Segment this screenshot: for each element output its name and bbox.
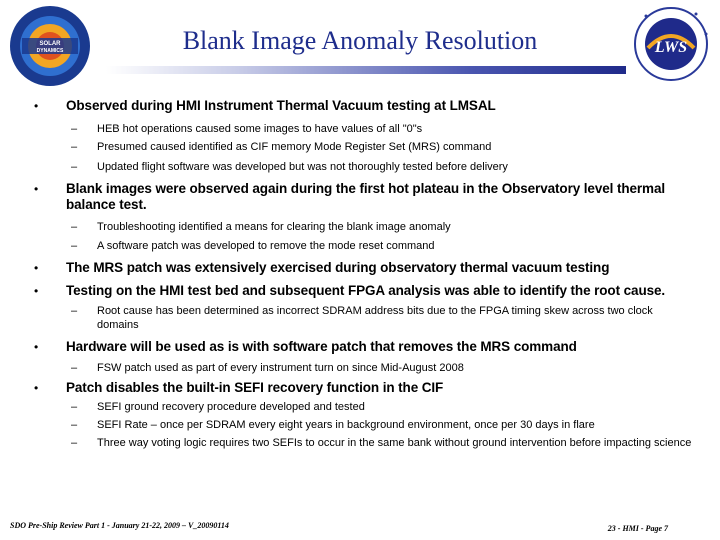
sub-bullet-text: SEFI Rate – once per SDRAM every eight years in background environment, once per 30 days in flare <box>97 419 595 431</box>
sub-bullet-text: HEB hot operations caused some images to have values of all "0"s <box>97 123 423 135</box>
dash-glyph: – <box>71 437 78 449</box>
slide-title: Blank Image Anomaly Resolution <box>182 26 538 55</box>
dash-glyph: – <box>71 221 78 233</box>
bullet-glyph: • <box>34 99 39 113</box>
bullet-text: Testing on the HMI test bed and subsequent FPGA analysis was able to identify the root cause. <box>66 283 666 298</box>
sub-bullet-item <box>71 160 697 174</box>
bullet-text: Blank images were observed again during the first hot plateau in the Observatory level thermal balance test. <box>66 181 666 212</box>
sub-bullet-text: Root cause has been determined as incorrect SDRAM address bits due to the FPGA timing skew across two clock domains <box>97 305 653 331</box>
dash-glyph: – <box>71 123 78 135</box>
sub-bullet-item <box>71 361 697 375</box>
sub-bullet-item <box>71 400 697 414</box>
bullet-text: The MRS patch was extensively exercised during observatory thermal vacuum testing <box>66 260 610 275</box>
svg-text:SOLAR: SOLAR <box>39 41 61 47</box>
svg-text:LWS: LWS <box>654 39 688 56</box>
title-underline-bar <box>106 66 626 74</box>
dash-glyph: – <box>71 419 78 431</box>
dash-glyph: – <box>71 305 78 317</box>
sub-bullet-text: Presumed caused identified as CIF memory Mode Register Set (MRS) command <box>97 141 492 153</box>
bullet-text: Hardware will be used as is with software patch that removes the MRS command <box>66 339 577 354</box>
sub-bullet-item <box>71 436 707 450</box>
dash-glyph: – <box>71 362 78 374</box>
sub-bullet-item <box>71 122 697 136</box>
svg-text:DYNAMICS: DYNAMICS <box>36 48 64 54</box>
sub-bullet-item <box>71 304 687 332</box>
bullet-item <box>34 380 706 396</box>
bullet-glyph: • <box>34 381 39 395</box>
sub-bullet-item <box>71 418 697 432</box>
dash-glyph: – <box>71 161 78 173</box>
sub-bullet-text: Three way voting logic requires two SEFIs to occur in the same bank without ground intervention before impacting science <box>97 437 692 449</box>
dash-glyph: – <box>71 141 78 153</box>
sub-bullet-text: Troubleshooting identified a means for clearing the blank image anomaly <box>97 221 451 233</box>
sub-bullet-text: A software patch was developed to remove the mode reset command <box>97 240 435 252</box>
sub-bullet-text: FSW patch used as part of every instrument turn on since Mid-August 2008 <box>97 362 464 374</box>
bullet-glyph: • <box>34 261 39 275</box>
bullet-text: Observed during HMI Instrument Thermal Vacuum testing at LMSAL <box>66 98 496 113</box>
bullet-item <box>34 98 706 114</box>
bullet-glyph: • <box>34 340 39 354</box>
bullet-glyph: • <box>34 284 39 298</box>
bullet-item <box>34 260 706 276</box>
bullet-item <box>34 181 676 213</box>
sub-bullet-item <box>71 220 697 234</box>
sub-bullet-text: SEFI ground recovery procedure developed and tested <box>97 401 365 413</box>
footer-page-number: 23 - HMI - Page 7 <box>607 524 668 533</box>
dash-glyph: – <box>71 401 78 413</box>
sub-bullet-text: Updated flight software was developed but was not thoroughly tested before delivery <box>97 161 508 173</box>
bullet-glyph: • <box>34 182 39 196</box>
dash-glyph: – <box>71 240 78 252</box>
bullet-text: Patch disables the built-in SEFI recovery function in the CIF <box>66 380 444 395</box>
footer-review-label: SDO Pre-Ship Review Part 1 - January 21-22, 2009 – V_20090114 <box>10 521 229 530</box>
sub-bullet-item <box>71 239 697 253</box>
bullet-item <box>34 339 706 355</box>
bullet-item <box>34 283 706 299</box>
sub-bullet-item <box>71 140 697 154</box>
